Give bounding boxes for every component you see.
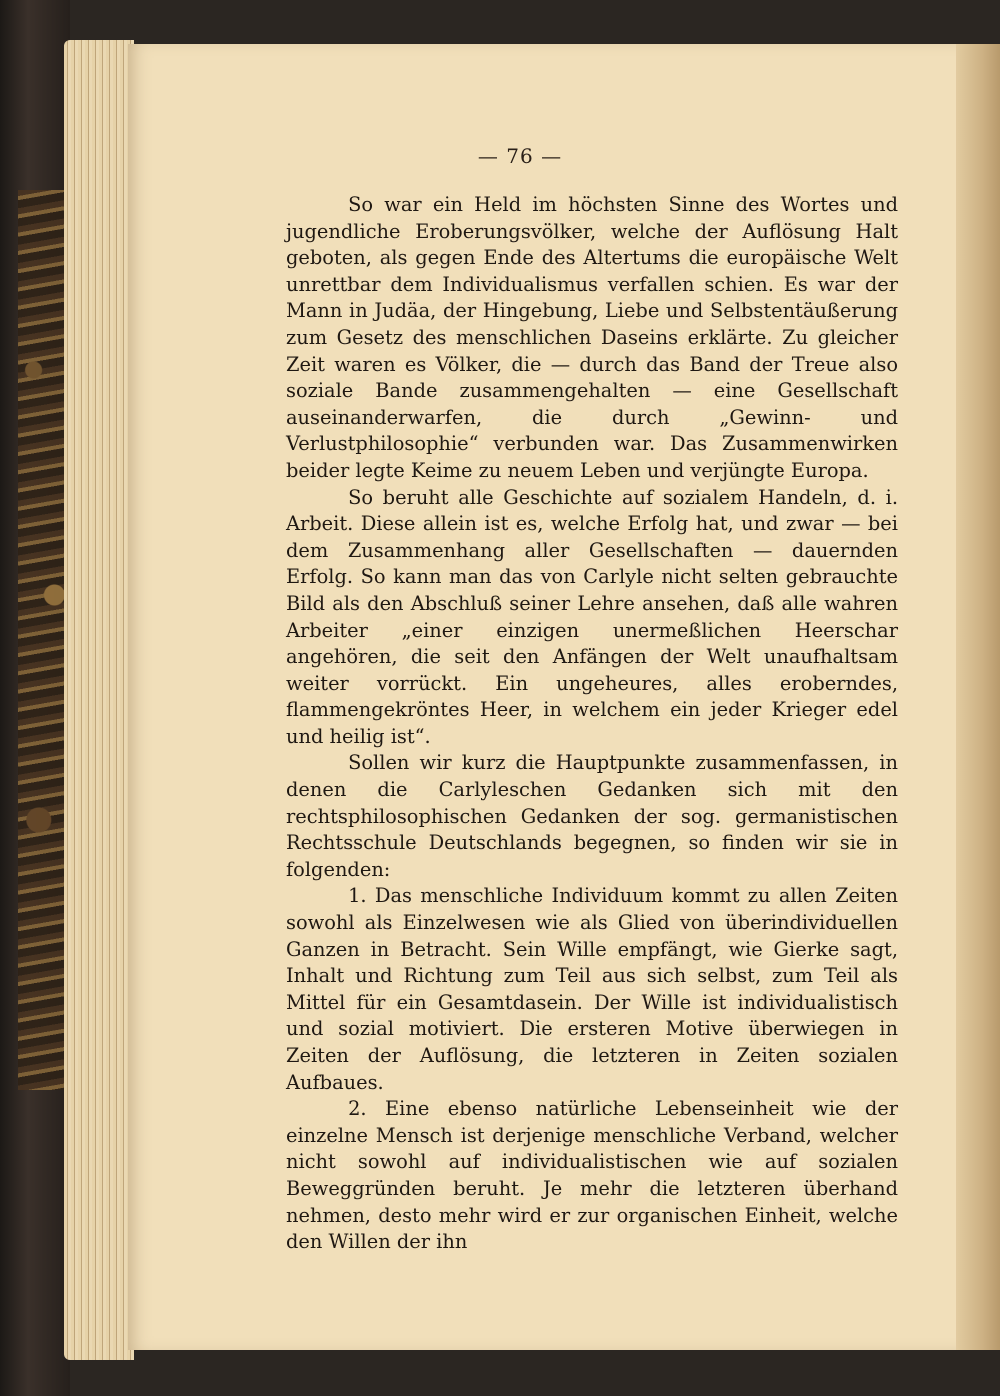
page-edges xyxy=(64,40,134,1360)
paragraph-1: So war ein Held im höchsten Sinne des Wortes und jugendliche Eroberungsvölker, welche der Auflösung Halt geboten, als gegen Ende des Altertums die europäische Welt unrettbar dem Individualismus verfallen schien. Es war der Mann in Judäa, der Hingebung, Liebe und Selbstentäußerung zum Gesetz des menschlichen Daseins erklärte. Zu gleicher Zeit waren es Völker, die — durch das Band der Treue also soziale Bande zusammengehalten — eine Gesellschaft auseinanderwarfen, die durch „Gewinn- und Verlustphilosophie“ verbunden war. Das Zusammenwirken beider legte Keime zu neuem Leben und verjüngte Europa. xyxy=(286,193,898,482)
list-item-1: 1. Das menschliche Individuum kommt zu allen Zeiten sowohl als Einzelwesen wie als Glied von überindividuellen Ganzen in Betracht. Sein Wille empfängt, wie Gierke sagt, Inhalt und Richtung zum Teil aus sich selbst, zum Teil als Mittel für ein Gesamtdasein. Der Wille ist individualistisch und sozial motiviert. Die ersteren Motive überwiegen in Zeiten der Auflösung, die letzteren in Zeiten sozialen Aufbaues. xyxy=(286,884,898,1094)
paragraph-3: Sollen wir kurz die Hauptpunkte zusammenfassen, in denen die Carlyleschen Gedanken sich mit den rechtsphilosophischen Gedanken der sog. germanistischen Rechtsschule Deutschlands begegnen, so finden wir sie in folgenden: xyxy=(286,751,898,881)
marbled-endpaper xyxy=(18,190,70,1090)
page-gutter xyxy=(956,44,1000,1350)
body-text xyxy=(286,192,898,1256)
page-number: — 76 — xyxy=(477,144,563,168)
paragraph-2: So beruht alle Geschichte auf sozialem Handeln, d. i. Arbeit. Diese allein ist es, welche Erfolg hat, und zwar — bei dem Zusammenhang aller Gesellschaften — dauernden Erfolg. So kann man das von Carlyle nicht selten gebrauchte Bild als den Abschluß seiner Lehre ansehen, daß alle wahren Arbeiter „einer einzigen unermeßlichen Heerschar angehören, die seit den Anfängen der Welt unaufhaltsam weiter vorrückt. Ein ungeheures, alles eroberndes, flammengekröntes Heer, in welchem ein jeder Krieger edel und heilig ist“. xyxy=(286,485,898,748)
list-item-2: 2. Eine ebenso natürliche Lebenseinheit wie der einzelne Mensch ist derjenige menschliche Verband, welcher nicht sowohl auf individualistischen wie auf sozialen Beweggründen beruht. Je mehr die letzteren überhand nehmen, desto mehr wird er zur organischen Einheit, welche den Willen der ihn xyxy=(286,1097,898,1254)
